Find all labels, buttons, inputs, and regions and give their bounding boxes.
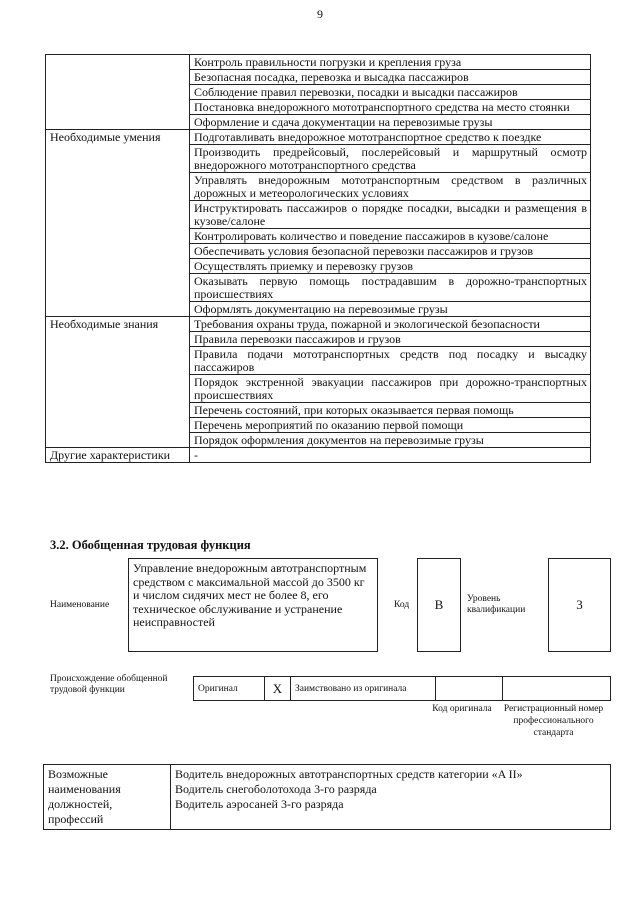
position-item: Водитель аэросаней 3-го разряда <box>175 797 344 811</box>
row-category <box>46 418 190 433</box>
row-item: Постановка внедорожного мототранспортного средства на место стоянки <box>190 100 591 115</box>
table-row <box>46 130 591 145</box>
row-item: Правила подачи мототранспортных средств под посадку и высадку пассажиров <box>190 347 591 375</box>
row-item: Соблюдение правил перевозки, посадки и высадки пассажиров <box>190 85 591 100</box>
row-category <box>46 115 190 130</box>
table-row <box>46 418 591 433</box>
table-row <box>46 274 591 302</box>
row-category <box>46 332 190 347</box>
level-box: 3 <box>548 558 611 652</box>
row-item: Перечень состояний, при которых оказывается первая помощь <box>190 403 591 418</box>
original-label: Оригинал <box>194 677 265 701</box>
row-item: Порядок оформления документов на перевозимые грузы <box>190 433 591 448</box>
row-category <box>46 173 190 201</box>
row-category <box>46 70 190 85</box>
row-item: Оформлять документацию на перевозимые грузы <box>190 302 591 317</box>
table-row <box>46 403 591 418</box>
row-item: Обеспечивать условия безопасной перевозки пассажиров и грузов <box>190 244 591 259</box>
code-label: Код <box>394 600 410 610</box>
section-title: 3.2. Обобщенная трудовая функция <box>50 538 251 552</box>
row-category <box>46 403 190 418</box>
table-row <box>46 70 591 85</box>
positions-label: Возможные наименования должностей, профессий <box>44 765 171 830</box>
table-row <box>46 448 591 463</box>
registration-number-cell <box>503 677 611 701</box>
row-category <box>46 229 190 244</box>
table-row <box>46 317 591 332</box>
original-mark: X <box>265 677 291 701</box>
positions-list <box>171 765 611 830</box>
row-item: Управлять внедорожным мототранспортным средством в различных дорожных и метеорологических условиях <box>190 173 591 201</box>
row-item: Требования охраны труда, пожарной и экологической безопасности <box>190 317 591 332</box>
origin-label: Происхождение обобщенной трудовой функции <box>50 674 168 695</box>
row-item: Безопасная посадка, перевозка и высадка пассажиров <box>190 70 591 85</box>
row-category <box>46 302 190 317</box>
table-row <box>46 375 591 403</box>
borrowed-label: Заимствовано из оригинала <box>291 677 436 701</box>
row-item: Правила перевозки пассажиров и грузов <box>190 332 591 347</box>
row-item: Перечень мероприятий по оказанию первой помощи <box>190 418 591 433</box>
row-item: Оказывать первую помощь пострадавшим в дорожно-транспортных происшествиях <box>190 274 591 302</box>
table-row <box>46 85 591 100</box>
table-row <box>46 302 591 317</box>
reg-caption: Регистрационный номер профессионального стандарта <box>503 704 604 738</box>
code-caption: Код оригинала <box>432 704 492 714</box>
row-item: Инструктировать пассажиров о порядке посадки, высадки и размещения в кузове/салоне <box>190 201 591 229</box>
position-item: Водитель внедорожных автотранспортных средств категории «A II» <box>175 767 523 781</box>
row-category <box>46 274 190 302</box>
row-category <box>46 85 190 100</box>
row-category <box>46 100 190 115</box>
level-label: Уровень квалификации <box>467 594 526 615</box>
row-category <box>46 244 190 259</box>
position-item: Водитель снегоболотохода 3-го разряда <box>175 782 377 796</box>
origin-table <box>193 676 611 701</box>
requirements-table <box>45 54 591 463</box>
row-item: Контроль правильности погрузки и крепления груза <box>190 55 591 70</box>
row-item: Производить предрейсовый, послерейсовый и маршрутный осмотр внедорожного мототранспортного средства <box>190 145 591 173</box>
row-category <box>46 259 190 274</box>
positions-table <box>43 764 611 830</box>
table-row <box>46 433 591 448</box>
row-category: Другие характеристики <box>46 448 190 463</box>
row-item: Порядок экстренной эвакуации пассажиров при дорожно-транспортных происшествиях <box>190 375 591 403</box>
name-label: Наименование <box>50 600 110 610</box>
table-row <box>46 347 591 375</box>
table-row <box>46 259 591 274</box>
table-row <box>46 115 591 130</box>
function-name-box: Управление внедорожным автотранспортным средством с максимальной массой до 3500 кг и числом сидячих мест не более 8, его техническое обслуживание и устранение неисправностей <box>128 558 378 652</box>
original-code-cell <box>436 677 503 701</box>
row-category: Необходимые знания <box>46 317 190 332</box>
row-category <box>46 375 190 403</box>
row-category: Необходимые умения <box>46 130 190 145</box>
row-category <box>46 201 190 229</box>
row-category <box>46 347 190 375</box>
table-row <box>46 173 591 201</box>
page-number: 9 <box>317 7 323 21</box>
row-item: Осуществлять приемку и перевозку грузов <box>190 259 591 274</box>
row-category <box>46 145 190 173</box>
row-item: Подготавливать внедорожное мототранспортное средство к поездке <box>190 130 591 145</box>
row-item: - <box>190 448 591 463</box>
table-row <box>46 244 591 259</box>
table-row <box>46 229 591 244</box>
row-category <box>46 55 190 70</box>
table-row <box>46 145 591 173</box>
row-category <box>46 433 190 448</box>
code-box: B <box>417 558 461 652</box>
table-row <box>46 332 591 347</box>
row-item: Контролировать количество и поведение пассажиров в кузове/салоне <box>190 229 591 244</box>
row-item: Оформление и сдача документации на перевозимые грузы <box>190 115 591 130</box>
table-row <box>46 100 591 115</box>
table-row <box>46 55 591 70</box>
table-row <box>46 201 591 229</box>
